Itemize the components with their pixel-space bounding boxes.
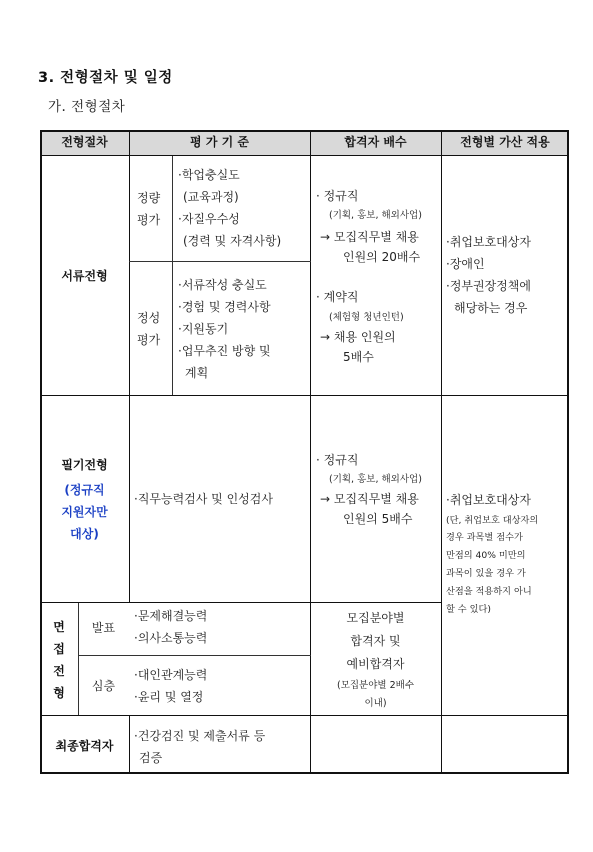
document-row-line <box>40 395 569 396</box>
indepth-item-2: ·윤리 및 열정 <box>134 690 204 704</box>
written-bonus-note-5: 산점을 적용하지 아니 <box>446 586 532 597</box>
col-divider-1-lower <box>129 715 130 772</box>
interview-result-2: 합격자 및 <box>350 634 401 648</box>
stage-interview-char-4: 형 <box>53 686 65 700</box>
document-subdivider <box>172 155 173 395</box>
subsection-title: 가. 전형절차 <box>48 99 126 115</box>
header-bonus: 전형별 가산 적용 <box>460 135 550 149</box>
stage-interview-char-3: 전 <box>53 664 65 678</box>
interview-split-line <box>78 655 311 656</box>
presentation-item-2: ·의사소통능력 <box>134 631 208 645</box>
quant-label-1: 정량 <box>137 191 161 205</box>
table-border-right <box>567 130 569 774</box>
written-row-line <box>40 602 442 603</box>
written-bonus-note-1: (단, 취업보호 대상자의 <box>446 515 539 526</box>
doc-contract-note: (체험형 청년인턴) <box>329 312 404 323</box>
doc-regular-line-1: → 모집직무별 채용 <box>320 230 419 244</box>
qual-label-1: 정성 <box>137 311 161 325</box>
col-divider-3 <box>441 130 442 774</box>
qual-item-1: ·서류작성 충실도 <box>178 278 267 292</box>
quant-item-4: (경력 및 자격사항) <box>183 234 282 248</box>
col-divider-1-upper <box>129 130 130 602</box>
header-criteria: 평 가 기 준 <box>190 135 249 149</box>
doc-bonus-3: ·정부권장정책에 <box>446 279 531 293</box>
qual-item-2: ·경험 및 경력사항 <box>178 300 271 314</box>
doc-regular-line-2: 인원의 20배수 <box>343 250 421 264</box>
doc-bonus-4: 해당하는 경우 <box>454 301 528 315</box>
indepth-item-1: ·대인관계능력 <box>134 668 208 682</box>
interview-indepth-label: 심층 <box>91 679 116 693</box>
final-criteria-2: 검증 <box>139 751 163 765</box>
written-regular-line-1: → 모집직무별 채용 <box>320 492 419 506</box>
stage-written-note-2: 지원자만 <box>61 505 108 519</box>
stage-interview-char-2: 접 <box>53 642 65 656</box>
section-title: 3. 전형절차 및 일정 <box>38 70 173 86</box>
interview-result-note-2: 이내) <box>364 698 387 709</box>
qual-item-3: ·지원동기 <box>178 322 229 336</box>
written-criteria: ·직무능력검사 및 인성검사 <box>134 492 273 506</box>
quant-item-3: ·자질우수성 <box>178 212 240 226</box>
doc-bonus-1: ·취업보호대상자 <box>446 235 531 249</box>
qual-item-4: ·업무추진 방향 및 <box>178 344 271 358</box>
interview-result-1: 모집분야별 <box>346 611 405 625</box>
stage-document: 서류전형 <box>61 269 108 283</box>
header-multiple: 합격자 배수 <box>344 135 407 149</box>
doc-contract-line-1: → 채용 인원의 <box>320 330 396 344</box>
written-bonus-note-6: 할 수 있다) <box>446 604 491 615</box>
stage-interview-char-1: 면 <box>53 620 65 634</box>
stage-written-note-1: (정규직 <box>64 483 105 497</box>
written-bonus-note-2: 경우 과목별 점수가 <box>446 532 523 543</box>
doc-regular-title: · 정규직 <box>316 189 359 203</box>
quant-qual-line <box>129 261 311 262</box>
stage-written-note-3: 대상) <box>70 527 99 541</box>
written-bonus-note-3: 만점의 40% 미만의 <box>446 550 526 561</box>
quant-item-2: (교육과정) <box>183 190 239 204</box>
header-row-line <box>40 155 569 156</box>
stage-final: 최종합격자 <box>55 739 114 753</box>
presentation-item-1: ·문제해결능력 <box>134 609 208 623</box>
doc-contract-title: · 계약직 <box>316 290 359 304</box>
qual-item-5: 계획 <box>185 366 209 380</box>
written-regular-title: · 정규직 <box>316 453 359 467</box>
written-bonus-note-4: 과목이 있을 경우 가 <box>446 568 526 579</box>
final-criteria-1: ·건강검진 및 제출서류 등 <box>134 729 266 743</box>
interview-result-note-1: (모집분야별 2배수 <box>336 680 414 691</box>
interview-result-3: 예비합격자 <box>346 657 405 671</box>
selection-procedure-table <box>40 130 569 774</box>
header-stage: 전형절차 <box>61 135 108 149</box>
doc-contract-line-2: 5배수 <box>343 350 374 364</box>
quant-label-2: 평가 <box>137 213 161 227</box>
written-bonus-title: ·취업보호대상자 <box>446 493 531 507</box>
interview-presentation-label: 발표 <box>91 621 116 635</box>
table-border-bottom <box>40 772 569 774</box>
written-regular-line-2: 인원의 5배수 <box>343 512 413 526</box>
doc-regular-note: (기획, 홍보, 해외사업) <box>329 210 422 221</box>
interview-row-line <box>40 715 569 716</box>
written-regular-note: (기획, 홍보, 해외사업) <box>329 474 422 485</box>
qual-label-2: 평가 <box>137 333 161 347</box>
quant-item-1: ·학업충실도 <box>178 168 240 182</box>
stage-written: 필기전형 <box>61 458 108 472</box>
doc-bonus-2: ·장애인 <box>446 257 485 271</box>
